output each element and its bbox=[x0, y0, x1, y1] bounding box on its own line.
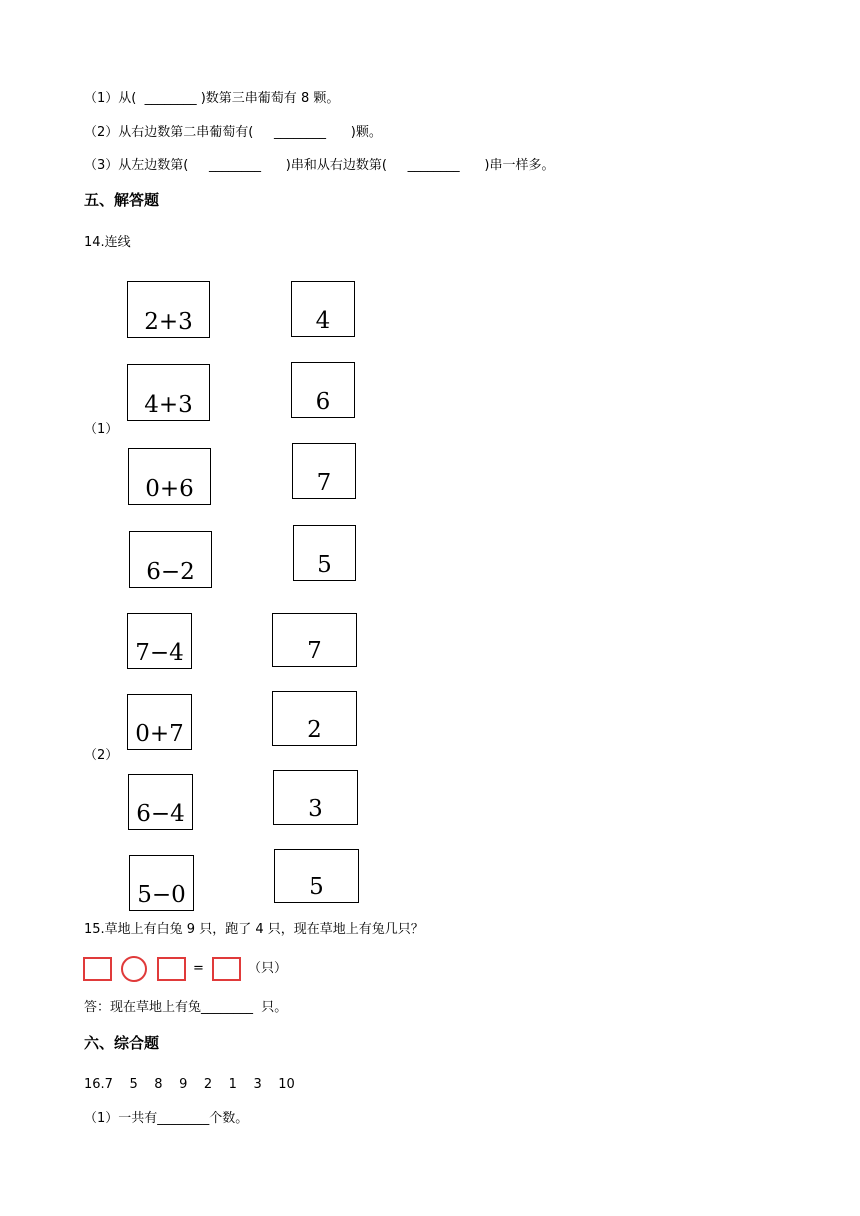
question-13-part-2: （2）从右边数第二串葡萄有( ________ )颗。 bbox=[84, 125, 382, 140]
number-card[interactable]: 7 bbox=[272, 613, 357, 667]
number-card[interactable]: 7 bbox=[292, 443, 356, 499]
expression-card[interactable]: 0+7 bbox=[127, 694, 192, 750]
number-answer-box[interactable] bbox=[83, 957, 112, 981]
expression-card[interactable]: 5−0 bbox=[129, 855, 194, 911]
expression-card[interactable]: 6−2 bbox=[129, 531, 212, 588]
question-13-part-3: （3）从左边数第( ________ )串和从右边数第( ________ )串一样多。 bbox=[84, 158, 555, 173]
question-14-part-2-label: （2） bbox=[84, 748, 119, 763]
unit-label: （只） bbox=[248, 961, 288, 976]
operator-answer-circle[interactable] bbox=[121, 956, 147, 982]
question-13-part-1: （1）从( ________ )数第三串葡萄有 8 颗。 bbox=[84, 91, 340, 106]
number-card[interactable]: 6 bbox=[291, 362, 355, 418]
expression-card[interactable]: 4+3 bbox=[127, 364, 210, 421]
number-card[interactable]: 3 bbox=[273, 770, 358, 825]
number-card[interactable]: 2 bbox=[272, 691, 357, 746]
question-15-answer: 答：现在草地上有兔________ 只。 bbox=[84, 1000, 288, 1015]
question-16-part-1: （1）一共有________个数。 bbox=[84, 1111, 249, 1126]
number-card[interactable]: 5 bbox=[293, 525, 356, 581]
number-card[interactable]: 4 bbox=[291, 281, 355, 337]
expression-card[interactable]: 7−4 bbox=[127, 613, 192, 669]
number-answer-box[interactable] bbox=[157, 957, 186, 981]
section-5-heading: 五、解答题 bbox=[84, 191, 160, 209]
expression-card[interactable]: 2+3 bbox=[127, 281, 210, 338]
question-16-title: 16.7 5 8 9 2 1 3 10 bbox=[84, 1077, 295, 1092]
equals-sign: = bbox=[193, 961, 204, 976]
question-15-title: 15.草地上有白兔 9 只，跑了 4 只，现在草地上有兔几只？ bbox=[84, 922, 424, 937]
expression-card[interactable]: 0+6 bbox=[128, 448, 211, 505]
question-14-title: 14.连线 bbox=[84, 235, 131, 250]
section-6-heading: 六、综合题 bbox=[84, 1034, 160, 1052]
question-14-part-1-label: （1） bbox=[84, 422, 119, 437]
expression-card[interactable]: 6−4 bbox=[128, 774, 193, 830]
result-answer-box[interactable] bbox=[212, 957, 241, 981]
number-card[interactable]: 5 bbox=[274, 849, 359, 903]
